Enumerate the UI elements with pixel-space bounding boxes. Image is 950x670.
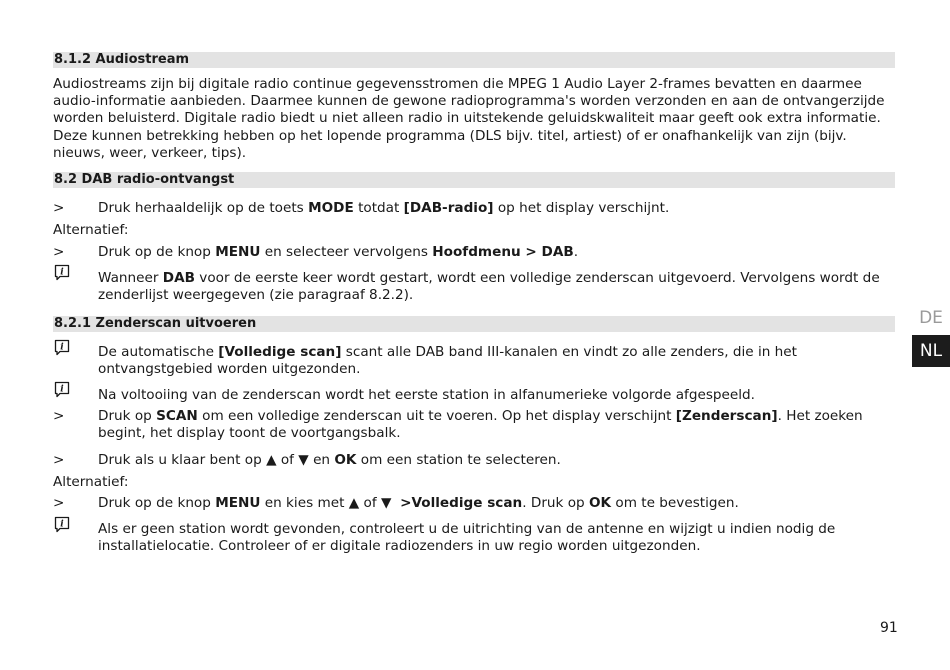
section-heading-821: 8.2.1 Zenderscan uitvoeren xyxy=(53,316,895,332)
arrow-down-icon: ▼ xyxy=(380,495,392,511)
alternative-label: Alternatief: xyxy=(53,222,129,238)
svg-text:i: i xyxy=(60,519,64,530)
step-menu-dab: Druk op de knop MENU en selecteer vervolgens Hoofdmenu > DAB. xyxy=(98,244,579,260)
info-icon xyxy=(54,381,70,398)
step-menu-full-scan: Druk op de knop MENU en kies met ▲ of ▼ >Volledige scan. Druk op OK om te bevestigen. xyxy=(98,495,739,511)
step-select-station: Druk als u klaar bent op ▲ of ▼ en OK om een station te selecteren. xyxy=(98,452,561,468)
svg-text:i: i xyxy=(60,267,64,278)
arrow-up-icon: ▲ xyxy=(266,452,277,468)
arrow-down-icon: ▼ xyxy=(298,452,309,468)
info-full-scan: De automatische [Volledige scan] scant alle DAB band III-kanalen en vindt zo alle zenders, die in het ontvangstgebied worden uitgezonden. xyxy=(98,344,797,378)
step-marker: > xyxy=(53,452,65,468)
step-marker: > xyxy=(53,244,65,260)
section-heading-82: 8.2 DAB radio-ontvangst xyxy=(53,172,895,188)
info-icon xyxy=(54,339,70,356)
info-icon xyxy=(54,264,70,281)
alternative-label: Alternatief: xyxy=(53,474,129,490)
audiostream-paragraph: Audiostreams zijn bij digitale radio continue gegevensstromen die MPEG 1 Audio Layer 2-frames bevatten en daarmee audio-informatie aanbieden. Daarmee kunnen de gewone radioprogramma's worden verzonden en aan de ontvangerzijde worden beluisterd. Digitale radio biedt u niet alleen radio in uitstekende geluidskwaliteit maar geeft ook extra informatie. Deze kunnen betrekking hebben op het lopende programma (DLS bijv. titel, artiest) of er onafhankelijk van zijn (bijv. nieuws, weer, verkeer, tips). xyxy=(53,76,885,161)
language-tab-nl[interactable]: NL xyxy=(912,335,950,367)
step-marker: > xyxy=(53,495,65,511)
section-heading-812: 8.1.2 Audiostream xyxy=(53,52,895,68)
language-tab-de[interactable]: DE xyxy=(912,302,950,334)
info-first-start: Wanneer DAB voor de eerste keer wordt gestart, wordt een volledige zenderscan uitgevoerd. Vervolgens wordt de zenderlijst weergegeven (zie paragraaf 8.2.2). xyxy=(98,270,880,304)
step-marker: > xyxy=(53,408,65,424)
info-playback-order: Na voltooiing van de zenderscan wordt het eerste station in alfanumerieke volgorde afgespeeld. xyxy=(98,387,755,403)
info-no-station: Als er geen station wordt gevonden, controleert u de uitrichting van de antenne en wijzigt u indien nodig de installatielocatie. Controleer of er digitale radiozenders in uw regio worden uitgezonden. xyxy=(98,521,836,555)
step-mode-dab: Druk herhaaldelijk op de toets MODE totdat [DAB-radio] op het display verschijnt. xyxy=(98,200,670,216)
arrow-up-icon: ▲ xyxy=(348,495,360,511)
page-number: 91 xyxy=(880,620,898,636)
step-marker: > xyxy=(53,200,65,216)
svg-text:i: i xyxy=(60,384,64,395)
svg-text:i: i xyxy=(60,342,64,353)
step-scan: Druk op SCAN om een volledige zenderscan uit te voeren. Op het display verschijnt [Zenderscan]. Het zoeken begint, het display toont de voortgangsbalk. xyxy=(98,408,863,442)
info-icon xyxy=(54,516,70,533)
